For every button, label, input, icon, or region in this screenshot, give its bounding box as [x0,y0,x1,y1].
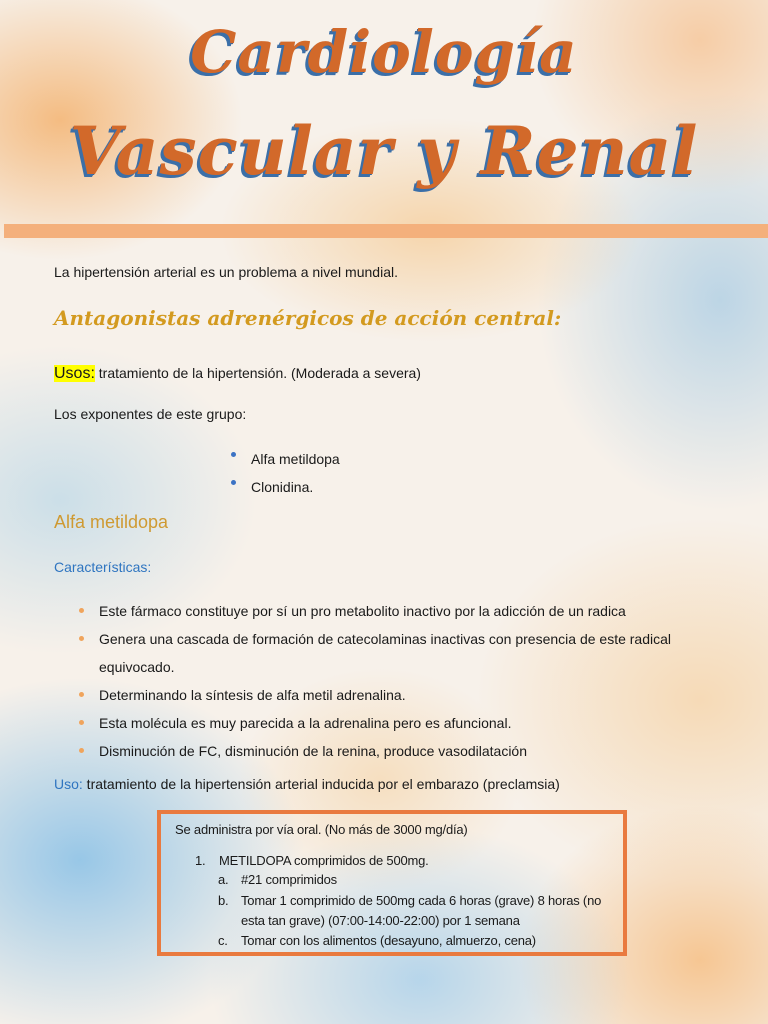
list-item-text: equivocado. [99,659,175,675]
bullet-icon [79,636,84,641]
uso-label: Uso: [54,776,83,792]
usos-line [54,365,421,383]
caracteristicas-list [79,597,671,765]
caracteristicas-label: Características: [54,559,152,575]
header-divider [4,224,768,238]
item-a-text: #21 comprimidos [241,872,337,887]
bullet-icon [79,748,84,753]
list-item-text: Disminución de FC, disminución de la renina, produce vasodilatación [99,743,528,759]
list-item [79,681,671,709]
uso-line [54,776,560,792]
usos-label: Usos: [54,365,95,382]
list-item-text: Determinando la síntesis de alfa metil adrenalina. [99,687,406,703]
title-line-2: Vascular y Renal [69,112,699,190]
list-item [79,597,671,625]
list-item: Alfa metildopa [231,445,340,473]
list-item [79,625,671,653]
list-item [79,737,671,765]
prescription-header: Se administra por vía oral. (No más de 3000 mg/día) [175,822,468,837]
bullet-icon [79,720,84,725]
item-1-number: 1. [195,853,206,868]
list-item: Clonidina. [231,473,340,501]
list-item-text: Esta molécula es muy parecida a la adrenalina pero es afuncional. [99,715,512,731]
list-item-text: Este fármaco constituye por sí un pro metabolito inactivo por la adicción de un radica [99,603,626,619]
item-a-label: a. [218,872,229,887]
exponentes-intro: Los exponentes de este grupo: [54,406,247,422]
bullet-icon [79,608,84,613]
item-c-label: c. [218,933,228,948]
prescription-box [157,810,627,956]
item-b-text-2: esta tan grave) (07:00-14:00-22:00) por 1 semana [241,913,520,928]
item-c-text: Tomar con los alimentos (desayuno, almuerzo, cena) [241,933,536,948]
usos-text: tratamiento de la hipertensión. (Moderada a severa) [94,365,421,381]
item-b-label: b. [218,893,229,908]
section-heading: Antagonistas adrenérgicos de acción central: [54,306,562,330]
list-item-continuation [79,653,671,681]
item-b-text-1: Tomar 1 comprimido de 500mg cada 6 horas (grave) 8 horas (no [241,893,602,908]
list-item [79,709,671,737]
item-1-text: METILDOPA comprimidos de 500mg. [219,853,429,868]
intro-text: La hipertensión arterial es un problema a nivel mundial. [54,264,398,280]
bullet-icon [79,692,84,697]
title-line-1: Cardiología [190,18,578,86]
list-item-text: Genera una cascada de formación de catecolaminas inactivas con presencia de este radical [99,631,671,647]
exponentes-list [231,445,340,501]
drug-heading: Alfa metildopa [54,512,169,532]
uso-text: tratamiento de la hipertensión arterial inducida por el embarazo (preclamsia) [82,776,560,792]
